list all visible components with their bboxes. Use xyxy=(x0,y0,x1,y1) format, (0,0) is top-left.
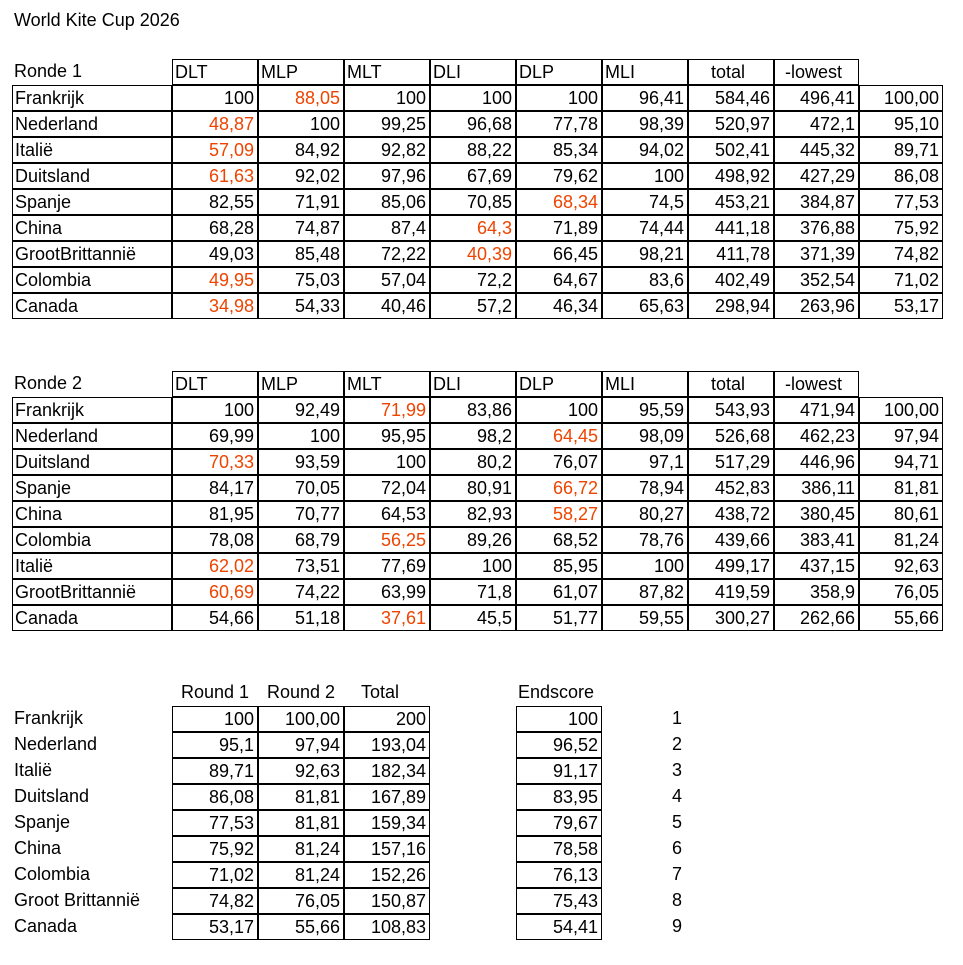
score-cell: 63,99 xyxy=(344,579,430,605)
score-cell: 78,08 xyxy=(172,527,258,553)
score-cell: 498,92 xyxy=(688,163,774,189)
column-header-dlp: DLP xyxy=(516,371,602,397)
score-cell: 384,87 xyxy=(774,189,859,215)
summary-row xyxy=(12,862,963,888)
table-row xyxy=(12,579,963,605)
table-row xyxy=(12,605,963,631)
score-cell: 78,76 xyxy=(602,527,688,553)
table-row xyxy=(12,241,963,267)
score-cell: 51,18 xyxy=(258,605,344,631)
round1-score: 74,82 xyxy=(172,888,258,914)
score-cell: 439,66 xyxy=(688,527,774,553)
round1-header-row xyxy=(12,59,963,85)
normalized-score: 100,00 xyxy=(859,85,943,111)
score-cell: 441,18 xyxy=(688,215,774,241)
score-cell: 70,33 xyxy=(172,449,258,475)
round1-title: Ronde 1 xyxy=(14,61,83,81)
score-cell: 100 xyxy=(430,553,516,579)
score-cell: 438,72 xyxy=(688,501,774,527)
summary-row xyxy=(12,836,963,862)
score-cell: 376,88 xyxy=(774,215,859,241)
score-cell: 584,46 xyxy=(688,85,774,111)
country-name: Colombia xyxy=(12,527,172,553)
score-cell: 34,98 xyxy=(172,293,258,319)
score-cell: 59,55 xyxy=(602,605,688,631)
country-name: Colombia xyxy=(14,864,91,884)
score-cell: 402,49 xyxy=(688,267,774,293)
score-cell: 60,69 xyxy=(172,579,258,605)
score-cell: 72,2 xyxy=(430,267,516,293)
score-cell: 419,59 xyxy=(688,579,774,605)
score-cell: 56,25 xyxy=(344,527,430,553)
total-score: 108,83 xyxy=(344,914,430,940)
score-cell: 520,97 xyxy=(688,111,774,137)
score-cell: 380,45 xyxy=(774,501,859,527)
score-cell: 62,02 xyxy=(172,553,258,579)
country-name: Duitsland xyxy=(12,449,172,475)
rank: 7 xyxy=(671,864,682,884)
score-cell: 74,22 xyxy=(258,579,344,605)
score-cell: 462,23 xyxy=(774,423,859,449)
score-cell: 445,32 xyxy=(774,137,859,163)
score-cell: 79,62 xyxy=(516,163,602,189)
table-row xyxy=(12,137,963,163)
round1-score: 95,1 xyxy=(172,732,258,758)
score-cell: 76,07 xyxy=(516,449,602,475)
score-cell: 100 xyxy=(344,449,430,475)
score-cell: 100 xyxy=(344,85,430,111)
round1-score: 86,08 xyxy=(172,784,258,810)
normalized-score: 74,82 xyxy=(859,241,943,267)
total-score: 157,16 xyxy=(344,836,430,862)
table-row xyxy=(12,475,963,501)
score-cell: 300,27 xyxy=(688,605,774,631)
normalized-score: 97,94 xyxy=(859,423,943,449)
column-header-dli: DLI xyxy=(430,371,516,397)
score-cell: 75,03 xyxy=(258,267,344,293)
score-cell: 66,72 xyxy=(516,475,602,501)
normalized-score: 53,17 xyxy=(859,293,943,319)
score-cell: 92,02 xyxy=(258,163,344,189)
score-cell: 92,49 xyxy=(258,397,344,423)
column-header-mlt: MLT xyxy=(344,59,430,85)
country-name: Spanje xyxy=(12,475,172,501)
score-cell: 74,5 xyxy=(602,189,688,215)
country-name: China xyxy=(12,501,172,527)
endscore: 76,13 xyxy=(516,862,602,888)
score-cell: 502,41 xyxy=(688,137,774,163)
score-cell: 80,27 xyxy=(602,501,688,527)
normalized-score: 100,00 xyxy=(859,397,943,423)
normalized-score: 81,24 xyxy=(859,527,943,553)
country-name: GrootBrittannië xyxy=(12,241,172,267)
score-cell: 517,29 xyxy=(688,449,774,475)
summary-row xyxy=(12,706,963,732)
score-cell: 472,1 xyxy=(774,111,859,137)
score-cell: 71,89 xyxy=(516,215,602,241)
column-header-dlt: DLT xyxy=(172,59,258,85)
score-cell: 70,85 xyxy=(430,189,516,215)
column-header-dlp: DLP xyxy=(516,59,602,85)
table-row xyxy=(12,215,963,241)
summary-row xyxy=(12,914,963,940)
table-row xyxy=(12,111,963,137)
normalized-score: 94,71 xyxy=(859,449,943,475)
score-cell: 81,95 xyxy=(172,501,258,527)
score-cell: 57,04 xyxy=(344,267,430,293)
score-cell: 496,41 xyxy=(774,85,859,111)
country-name: GrootBrittannië xyxy=(12,579,172,605)
rank: 2 xyxy=(671,734,682,754)
country-name: Frankrijk xyxy=(12,397,172,423)
country-name: Nederland xyxy=(12,111,172,137)
score-cell: 66,45 xyxy=(516,241,602,267)
summary-row xyxy=(12,810,963,836)
country-name: Italië xyxy=(14,760,53,780)
column-header-total: Total xyxy=(360,682,400,702)
score-cell: 40,46 xyxy=(344,293,430,319)
score-cell: 45,5 xyxy=(430,605,516,631)
table-row xyxy=(12,527,963,553)
score-cell: 85,06 xyxy=(344,189,430,215)
score-cell: 100 xyxy=(430,85,516,111)
round1-score: 77,53 xyxy=(172,810,258,836)
country-name: Canada xyxy=(14,916,78,936)
score-cell: 82,55 xyxy=(172,189,258,215)
normalized-score: 89,71 xyxy=(859,137,943,163)
score-cell: 98,39 xyxy=(602,111,688,137)
score-cell: 83,6 xyxy=(602,267,688,293)
score-cell: 100 xyxy=(172,85,258,111)
score-cell: 96,68 xyxy=(430,111,516,137)
round2-score: 81,24 xyxy=(258,836,344,862)
score-cell: 83,86 xyxy=(430,397,516,423)
score-cell: 97,96 xyxy=(344,163,430,189)
normalized-score: 81,81 xyxy=(859,475,943,501)
score-cell: 67,69 xyxy=(430,163,516,189)
score-cell: 85,95 xyxy=(516,553,602,579)
summary-row xyxy=(12,758,963,784)
score-cell: 78,94 xyxy=(602,475,688,501)
score-cell: 70,05 xyxy=(258,475,344,501)
country-name: Nederland xyxy=(14,734,98,754)
score-cell: 386,11 xyxy=(774,475,859,501)
score-cell: 263,96 xyxy=(774,293,859,319)
normalized-score: 71,02 xyxy=(859,267,943,293)
country-name: China xyxy=(14,838,62,858)
endscore: 91,17 xyxy=(516,758,602,784)
country-name: Spanje xyxy=(12,189,172,215)
endscore: 100 xyxy=(516,706,602,732)
table-row xyxy=(12,423,963,449)
score-cell: 92,82 xyxy=(344,137,430,163)
round1-score: 71,02 xyxy=(172,862,258,888)
score-cell: 100 xyxy=(516,397,602,423)
country-name: Italië xyxy=(12,553,172,579)
column-header-mlp: MLP xyxy=(258,59,344,85)
round1-score: 89,71 xyxy=(172,758,258,784)
table-row xyxy=(12,163,963,189)
summary-row xyxy=(12,784,963,810)
round2-header-row xyxy=(12,371,963,397)
country-name: Canada xyxy=(12,293,172,319)
score-cell: 98,21 xyxy=(602,241,688,267)
round1-score: 53,17 xyxy=(172,914,258,940)
normalized-score: 86,08 xyxy=(859,163,943,189)
score-cell: 526,68 xyxy=(688,423,774,449)
score-cell: 499,17 xyxy=(688,553,774,579)
score-cell: 371,39 xyxy=(774,241,859,267)
table-row xyxy=(12,449,963,475)
score-cell: 51,77 xyxy=(516,605,602,631)
score-cell: 85,48 xyxy=(258,241,344,267)
score-cell: 49,95 xyxy=(172,267,258,293)
total-score: 182,34 xyxy=(344,758,430,784)
round2-title: Ronde 2 xyxy=(14,373,83,393)
country-name: Duitsland xyxy=(12,163,172,189)
endscore: 79,67 xyxy=(516,810,602,836)
score-cell: 68,34 xyxy=(516,189,602,215)
score-cell: 49,03 xyxy=(172,241,258,267)
score-cell: 87,82 xyxy=(602,579,688,605)
column-header-round2: Round 2 xyxy=(266,682,336,702)
round2-score: 100,00 xyxy=(258,706,344,732)
round2-score: 81,81 xyxy=(258,810,344,836)
score-cell: 85,34 xyxy=(516,137,602,163)
country-name: Duitsland xyxy=(14,786,90,806)
table-row xyxy=(12,85,963,111)
table-row xyxy=(12,267,963,293)
score-cell: 98,2 xyxy=(430,423,516,449)
score-cell: 100 xyxy=(172,397,258,423)
score-cell: 54,33 xyxy=(258,293,344,319)
score-cell: 84,17 xyxy=(172,475,258,501)
score-cell: 95,59 xyxy=(602,397,688,423)
score-cell: 70,77 xyxy=(258,501,344,527)
country-name: China xyxy=(12,215,172,241)
score-cell: 69,99 xyxy=(172,423,258,449)
round2-score: 97,94 xyxy=(258,732,344,758)
score-cell: 58,27 xyxy=(516,501,602,527)
table-row xyxy=(12,501,963,527)
score-cell: 57,09 xyxy=(172,137,258,163)
rank: 1 xyxy=(671,708,682,728)
normalized-score: 76,05 xyxy=(859,579,943,605)
score-cell: 65,63 xyxy=(602,293,688,319)
score-cell: 68,28 xyxy=(172,215,258,241)
score-cell: 87,4 xyxy=(344,215,430,241)
score-cell: 61,63 xyxy=(172,163,258,189)
score-cell: 57,2 xyxy=(430,293,516,319)
score-cell: 80,2 xyxy=(430,449,516,475)
score-cell: 74,44 xyxy=(602,215,688,241)
sheet-title: World Kite Cup 2026 xyxy=(14,10,180,30)
score-cell: 68,79 xyxy=(258,527,344,553)
score-cell: 298,94 xyxy=(688,293,774,319)
round2-score: 81,24 xyxy=(258,862,344,888)
score-cell: 89,26 xyxy=(430,527,516,553)
table-row xyxy=(12,553,963,579)
endscore: 96,52 xyxy=(516,732,602,758)
rank: 8 xyxy=(671,890,682,910)
score-cell: 99,25 xyxy=(344,111,430,137)
column-header-mli: MLI xyxy=(602,371,688,397)
score-cell: 61,07 xyxy=(516,579,602,605)
score-cell: 94,02 xyxy=(602,137,688,163)
score-cell: 72,22 xyxy=(344,241,430,267)
rank: 9 xyxy=(671,916,682,936)
score-cell: 72,04 xyxy=(344,475,430,501)
normalized-score: 80,61 xyxy=(859,501,943,527)
total-score: 200 xyxy=(344,706,430,732)
score-cell: 37,61 xyxy=(344,605,430,631)
country-name: Colombia xyxy=(12,267,172,293)
score-cell: 352,54 xyxy=(774,267,859,293)
score-cell: 40,39 xyxy=(430,241,516,267)
score-cell: 96,41 xyxy=(602,85,688,111)
normalized-score: 55,66 xyxy=(859,605,943,631)
score-cell: 84,92 xyxy=(258,137,344,163)
column-header-dlt: DLT xyxy=(172,371,258,397)
score-cell: 543,93 xyxy=(688,397,774,423)
round1-score: 100 xyxy=(172,706,258,732)
score-cell: 100 xyxy=(602,553,688,579)
score-cell: 100 xyxy=(258,111,344,137)
column-header-mlp: MLP xyxy=(258,371,344,397)
score-cell: 64,3 xyxy=(430,215,516,241)
column-header-dli: DLI xyxy=(430,59,516,85)
score-cell: 411,78 xyxy=(688,241,774,267)
round2-score: 76,05 xyxy=(258,888,344,914)
score-cell: 80,91 xyxy=(430,475,516,501)
country-name: Groot Brittannië xyxy=(14,890,141,910)
round2-score: 81,81 xyxy=(258,784,344,810)
column-header-lowest: -lowest xyxy=(774,371,859,397)
score-cell: 68,52 xyxy=(516,527,602,553)
score-cell: 71,99 xyxy=(344,397,430,423)
score-cell: 437,15 xyxy=(774,553,859,579)
country-name: Frankrijk xyxy=(12,85,172,111)
score-cell: 262,66 xyxy=(774,605,859,631)
round2-score: 55,66 xyxy=(258,914,344,940)
score-cell: 71,91 xyxy=(258,189,344,215)
score-cell: 100 xyxy=(516,85,602,111)
normalized-score: 95,10 xyxy=(859,111,943,137)
score-cell: 427,29 xyxy=(774,163,859,189)
score-cell: 383,41 xyxy=(774,527,859,553)
normalized-score: 77,53 xyxy=(859,189,943,215)
column-header-endscore: Endscore xyxy=(518,682,595,702)
score-cell: 453,21 xyxy=(688,189,774,215)
total-score: 167,89 xyxy=(344,784,430,810)
score-cell: 358,9 xyxy=(774,579,859,605)
score-cell: 100 xyxy=(258,423,344,449)
table-row xyxy=(12,293,963,319)
country-name: Spanje xyxy=(14,812,71,832)
endscore: 75,43 xyxy=(516,888,602,914)
rank: 3 xyxy=(671,760,682,780)
score-cell: 64,53 xyxy=(344,501,430,527)
score-cell: 54,66 xyxy=(172,605,258,631)
country-name: Nederland xyxy=(12,423,172,449)
score-cell: 64,67 xyxy=(516,267,602,293)
score-cell: 88,22 xyxy=(430,137,516,163)
round1-score: 75,92 xyxy=(172,836,258,862)
normalized-score: 75,92 xyxy=(859,215,943,241)
column-header-mli: MLI xyxy=(602,59,688,85)
column-header-round1: Round 1 xyxy=(180,682,250,702)
normalized-score: 92,63 xyxy=(859,553,943,579)
score-cell: 446,96 xyxy=(774,449,859,475)
score-cell: 98,09 xyxy=(602,423,688,449)
round2-score: 92,63 xyxy=(258,758,344,784)
column-header-total: total xyxy=(688,59,774,85)
country-name: Frankrijk xyxy=(14,708,84,728)
score-cell: 88,05 xyxy=(258,85,344,111)
total-score: 159,34 xyxy=(344,810,430,836)
country-name: Italië xyxy=(12,137,172,163)
score-cell: 82,93 xyxy=(430,501,516,527)
summary-row xyxy=(12,732,963,758)
total-score: 152,26 xyxy=(344,862,430,888)
score-cell: 93,59 xyxy=(258,449,344,475)
score-cell: 471,94 xyxy=(774,397,859,423)
score-cell: 95,95 xyxy=(344,423,430,449)
rank: 4 xyxy=(671,786,682,806)
score-cell: 452,83 xyxy=(688,475,774,501)
score-cell: 100 xyxy=(602,163,688,189)
score-cell: 48,87 xyxy=(172,111,258,137)
table-row xyxy=(12,397,963,423)
total-score: 150,87 xyxy=(344,888,430,914)
table-row xyxy=(12,189,963,215)
rank: 6 xyxy=(671,838,682,858)
score-cell: 97,1 xyxy=(602,449,688,475)
score-cell: 46,34 xyxy=(516,293,602,319)
column-header-mlt: MLT xyxy=(344,371,430,397)
column-header-total: total xyxy=(688,371,774,397)
score-cell: 71,8 xyxy=(430,579,516,605)
summary-header-row xyxy=(12,680,963,706)
endscore: 83,95 xyxy=(516,784,602,810)
score-cell: 77,69 xyxy=(344,553,430,579)
score-cell: 77,78 xyxy=(516,111,602,137)
total-score: 193,04 xyxy=(344,732,430,758)
score-cell: 73,51 xyxy=(258,553,344,579)
endscore: 78,58 xyxy=(516,836,602,862)
column-header-lowest: -lowest xyxy=(774,59,859,85)
endscore: 54,41 xyxy=(516,914,602,940)
country-name: Canada xyxy=(12,605,172,631)
summary-row xyxy=(12,888,963,914)
score-cell: 64,45 xyxy=(516,423,602,449)
rank: 5 xyxy=(671,812,682,832)
score-cell: 74,87 xyxy=(258,215,344,241)
